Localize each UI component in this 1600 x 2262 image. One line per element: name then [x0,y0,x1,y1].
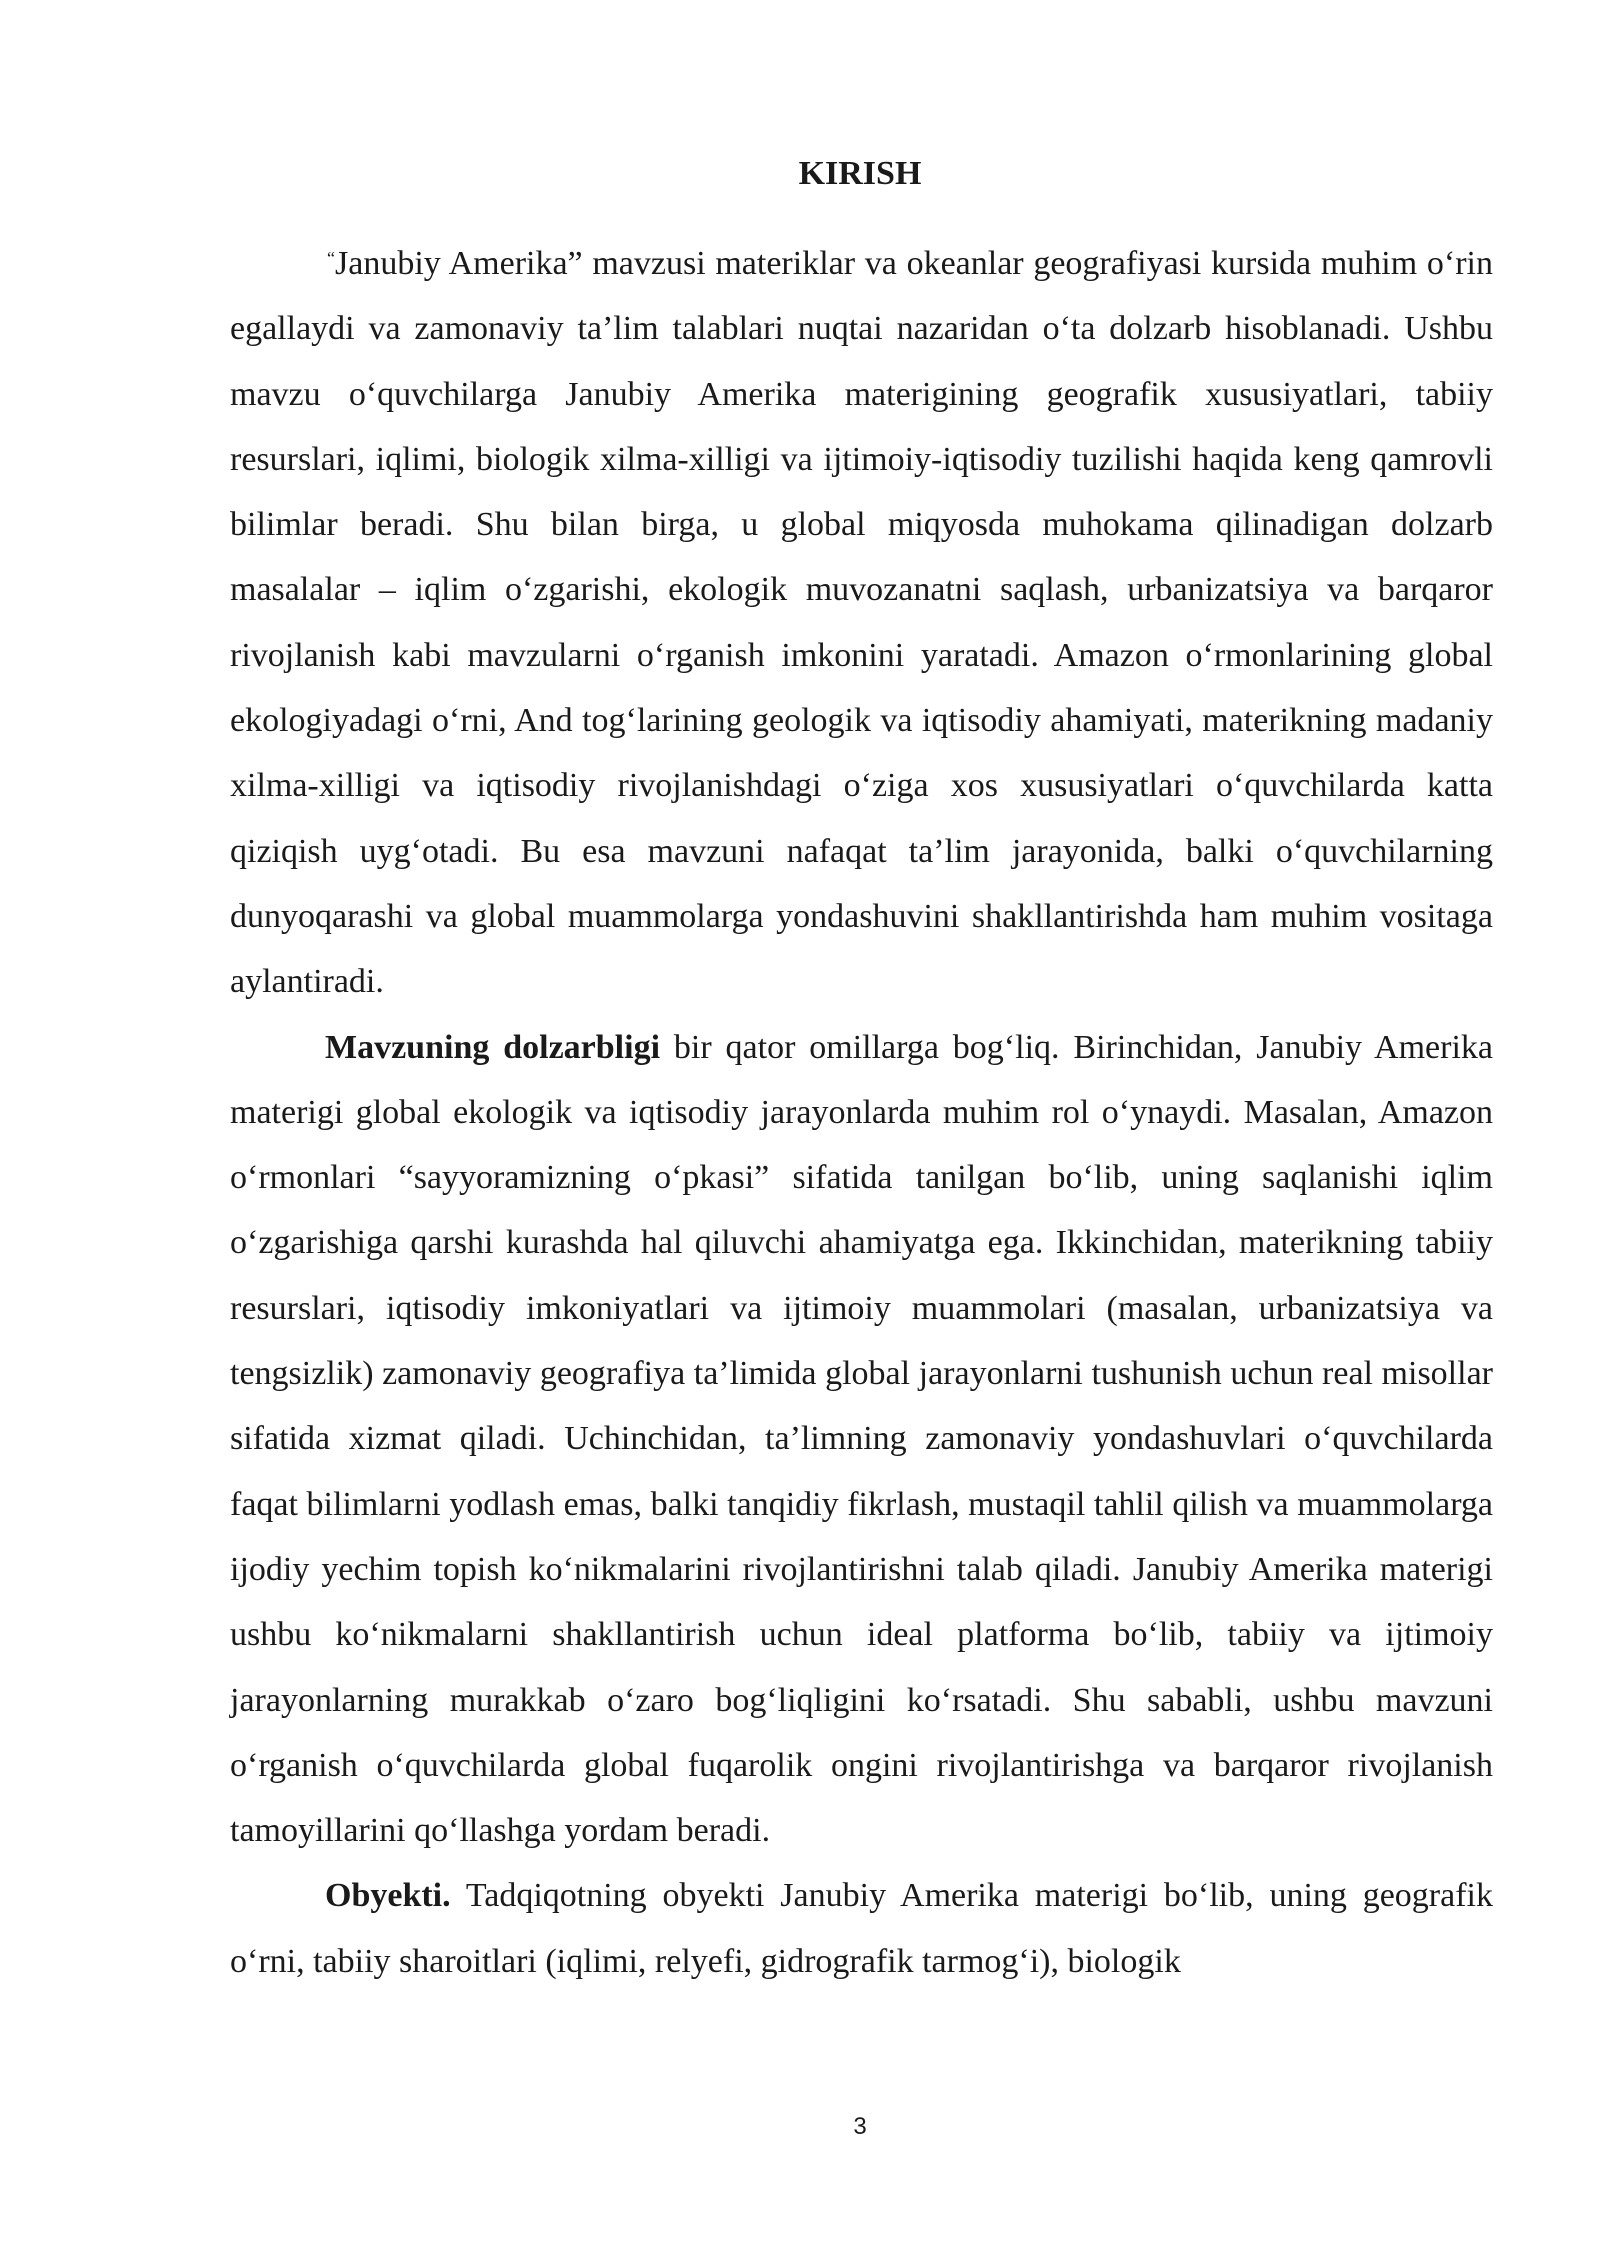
relevance-lead: Mavzuning dolzarbligi [325,1028,661,1066]
relevance-paragraph-text: bir qator omillarga bog‘liq. Birinchidan, Janubiy Amerika materigi global ekologik va iqtisodiy jarayonlarda muhim rol o‘ynaydi. Masalan, Amazon o‘rmonlari “sayyoramizning o‘pkasi” sifatida tanilgan bo‘lib, uning saqlanishi iqlim o‘zgarishiga qarshi kurashda hal qiluvchi ahamiyatga ega. Ikkinchidan, materikning tabiiy resurslari, iqtisodiy imkoniyatlari va ijtimoiy muammolari (masalan, urbanizatsiya va tengsizlik) zamonaviy geografiya ta’limida global jarayonlarni tushunish uchun real misollar sifatida xizmat qiladi. Uchinchidan, ta’limning zamonaviy yondashuvlari o‘quvchilarda faqat bilimlarni yodlash emas, balki tanqidiy fikrlash, mustaqil tahlil qilish va muammolarga ijodiy yechim topish ko‘nikmalarini rivojlantirishni talab qiladi. Janubiy Amerika materigi ushbu ko‘nikmalarni shakllantirish uchun ideal platforma bo‘lib, tabiiy va ijtimoiy jarayonlarning murakkab o‘zaro bog‘liqligini ko‘rsatadi. Shu sababli, ushbu mavzuni o‘rganish o‘quvchilarda global fuqarolik ongini rivojlantirishga va barqaror rivojlanish tamoyillarini qo‘llashga yordam beradi. [230,1028,1493,1850]
relevance-paragraph [230,1015,1493,1864]
opening-quote-mark: “ [327,248,335,268]
intro-paragraph-text: Janubiy Amerika” mavzusi materiklar va okeanlar geografiyasi kursida muhim o‘rin egallaydi va zamonaviy ta’lim talablari nuqtai nazaridan o‘ta dolzarb hisoblanadi. Ushbu mavzu o‘quvchilarga Janubiy Amerika materigining geografik xususiyatlari, tabiiy resurslari, iqlimi, biologik xilma-xilligi va ijtimoiy-iqtisodiy tuzilishi haqida keng qamrovli bilimlar beradi. Shu bilan birga, u global miqyosda muhokama qilinadigan dolzarb masalalar – iqlim o‘zgarishi, ekologik muvozanatni saqlash, urbanizatsiya va barqaror rivojlanish kabi mavzularni o‘rganish imkonini yaratadi. Amazon o‘rmonlarining global ekologiyadagi o‘rni, And tog‘larining geologik va iqtisodiy ahamiyati, materikning madaniy xilma-xilligi va iqtisodiy rivojlanishdagi o‘ziga xos xususiyatlari o‘quvchilarda katta qiziqish uyg‘otadi. Bu esa mavzuni nafaqat ta’lim jarayonida, balki o‘quvchilarning dunyoqarashi va global muammolarga yondashuvini shakllantirishda ham muhim vositaga aylantiradi. [230,245,1493,1001]
object-paragraph [230,1863,1493,1994]
object-lead: Obyekti. [325,1877,451,1915]
intro-paragraph [230,226,1493,1015]
body-text [230,226,1493,1994]
page-number: 3 [853,2113,867,2140]
object-paragraph-text: Tadqiqotning obyekti Janubiy Amerika materigi bo‘lib, uning geografik o‘rni, tabiiy sharoitlari (iqlimi, relyefi, gidrografik tarmog‘i), biologik [230,1877,1493,1980]
page-heading: KIRISH [798,155,922,192]
